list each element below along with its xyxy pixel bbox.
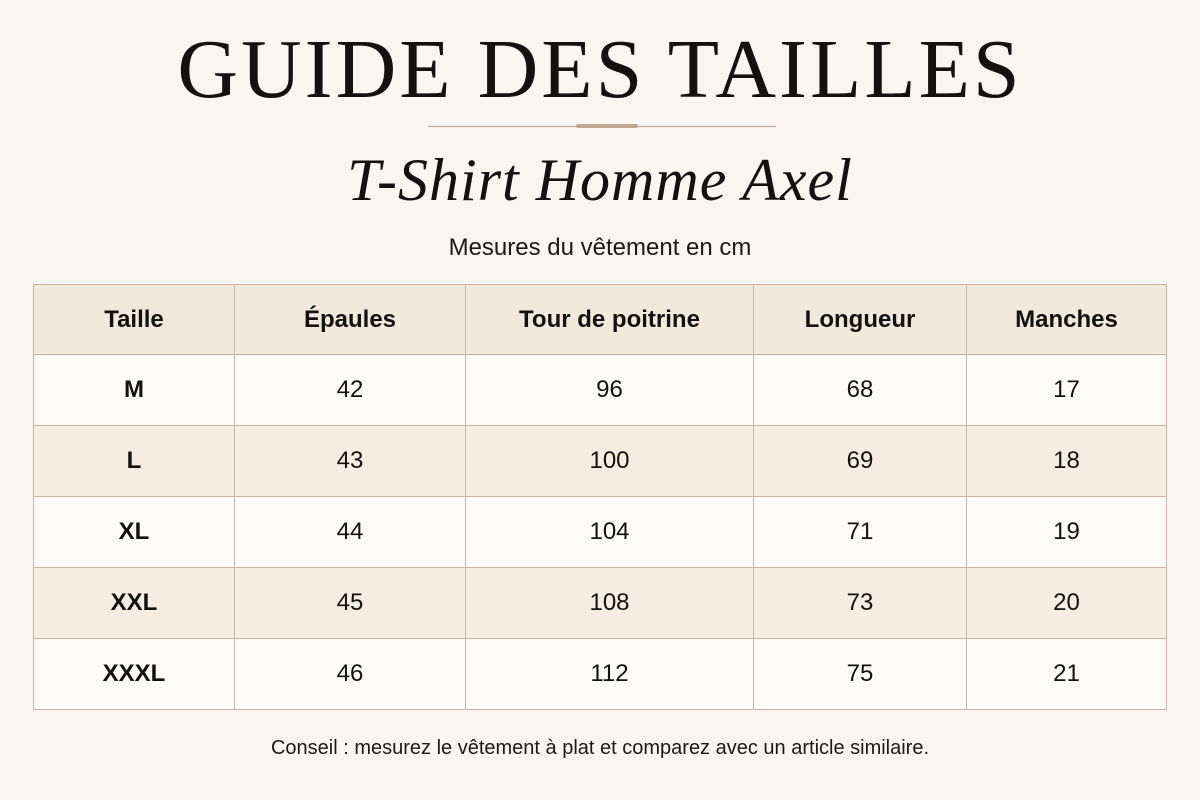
header-epaules: Épaules [235, 285, 466, 355]
size-cell: M [34, 355, 235, 426]
tour-de-poitrine-cell: 108 [466, 568, 754, 639]
measurement-caption: Mesures du vêtement en cm [448, 234, 752, 261]
product-name: T-Shirt Homme Axel [347, 147, 853, 213]
size-cell: XL [34, 497, 235, 568]
longueur-cell: 75 [754, 639, 967, 710]
epaules-cell: 46 [235, 639, 466, 710]
longueur-cell: 71 [754, 497, 967, 568]
longueur-cell: 68 [754, 355, 967, 426]
size-chart-table [33, 284, 1167, 710]
epaules-cell: 44 [235, 497, 466, 568]
table-row [34, 568, 1167, 639]
size-cell: L [34, 426, 235, 497]
tour-de-poitrine-cell: 112 [466, 639, 754, 710]
tour-de-poitrine-cell: 96 [466, 355, 754, 426]
divider-accent [576, 124, 638, 128]
manches-cell: 21 [967, 639, 1167, 710]
manches-cell: 19 [967, 497, 1167, 568]
header-tour-de-poitrine: Tour de poitrine [466, 285, 754, 355]
longueur-cell: 69 [754, 426, 967, 497]
table-row [34, 426, 1167, 497]
manches-cell: 18 [967, 426, 1167, 497]
manches-cell: 17 [967, 355, 1167, 426]
size-cell: XXL [34, 568, 235, 639]
sizing-tip: Conseil : mesurez le vêtement à plat et comparez avec un article similaire. [270, 737, 930, 759]
table-row [34, 355, 1167, 426]
page-title: GUIDE DES TAILLES [177, 23, 1023, 116]
size-cell: XXXL [34, 639, 235, 710]
longueur-cell: 73 [754, 568, 967, 639]
table-row [34, 497, 1167, 568]
tour-de-poitrine-cell: 100 [466, 426, 754, 497]
header-taille: Taille [34, 285, 235, 355]
epaules-cell: 43 [235, 426, 466, 497]
epaules-cell: 45 [235, 568, 466, 639]
tour-de-poitrine-cell: 104 [466, 497, 754, 568]
table-row [34, 639, 1167, 710]
table-header-row [34, 285, 1167, 355]
epaules-cell: 42 [235, 355, 466, 426]
header-longueur: Longueur [754, 285, 967, 355]
manches-cell: 20 [967, 568, 1167, 639]
header-manches: Manches [967, 285, 1167, 355]
